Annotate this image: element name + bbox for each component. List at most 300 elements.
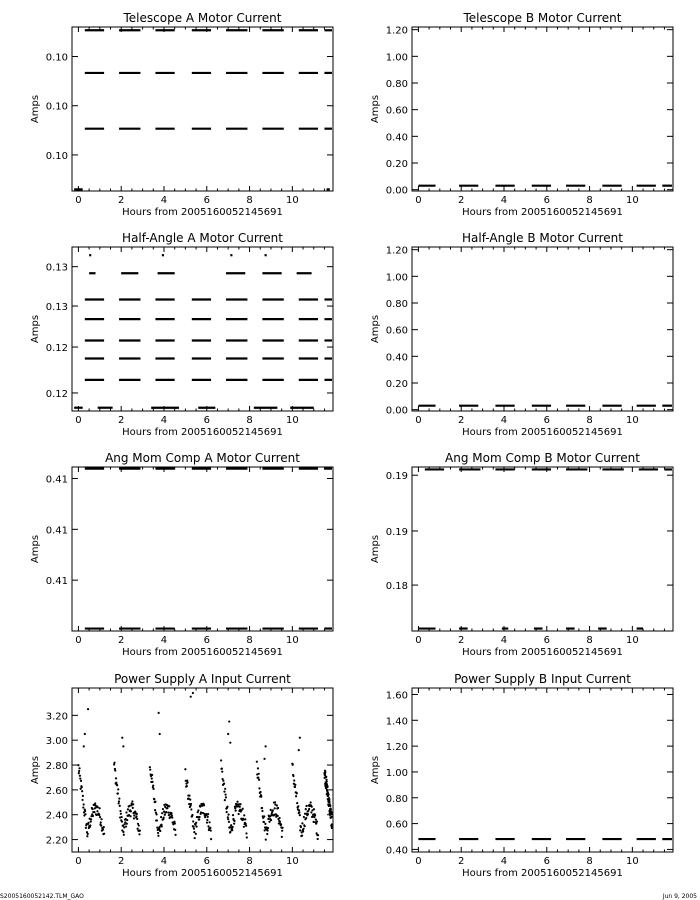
x-axis-label: Hours from 2005160052145691 bbox=[122, 868, 283, 879]
y-tick-label: 0.10 bbox=[45, 52, 68, 64]
data-point bbox=[317, 834, 319, 836]
data-point bbox=[235, 810, 237, 812]
data-point bbox=[293, 779, 295, 781]
y-axis-label: Amps bbox=[30, 755, 41, 785]
data-point bbox=[195, 833, 197, 835]
x-tick-label: 0 bbox=[415, 856, 422, 867]
data-point bbox=[186, 779, 188, 781]
x-tick-label: 4 bbox=[500, 415, 508, 426]
plot-frame bbox=[412, 247, 673, 411]
data-point-outlier bbox=[263, 758, 265, 760]
data-point bbox=[137, 828, 139, 830]
y-tick-label: 0.60 bbox=[385, 325, 408, 337]
data-point bbox=[220, 759, 222, 761]
data-point bbox=[115, 777, 117, 779]
x-tick-label: 6 bbox=[203, 856, 210, 867]
plot-frame bbox=[72, 27, 333, 191]
x-tick-label: 2 bbox=[118, 635, 125, 646]
data-point-outlier bbox=[265, 745, 267, 747]
data-point bbox=[313, 808, 315, 810]
x-tick-label: 4 bbox=[160, 195, 168, 206]
y-tick-label: 1.40 bbox=[385, 716, 408, 728]
data-point-outlier bbox=[227, 733, 229, 735]
x-tick-label: 8 bbox=[246, 856, 253, 867]
data-point bbox=[232, 814, 234, 816]
x-tick-label: 2 bbox=[458, 856, 465, 867]
y-tick-label: 2.40 bbox=[45, 810, 68, 822]
data-point bbox=[154, 801, 156, 803]
data-point bbox=[244, 818, 246, 820]
data-point bbox=[83, 803, 85, 805]
data-point bbox=[167, 812, 169, 814]
y-axis-label: Amps bbox=[30, 534, 41, 564]
data-point bbox=[151, 777, 153, 779]
footer-filename: S2005160052142.TLM_GAO bbox=[0, 893, 84, 900]
data-point-outlier bbox=[87, 708, 89, 710]
data-point bbox=[307, 813, 309, 815]
y-axis-label: Amps bbox=[370, 534, 381, 564]
data-point bbox=[210, 838, 212, 840]
chart-title: Telescope B Motor Current bbox=[463, 11, 622, 25]
data-point bbox=[132, 803, 134, 805]
data-point bbox=[277, 815, 279, 817]
data-point bbox=[234, 807, 236, 809]
data-point bbox=[160, 816, 162, 818]
data-point bbox=[139, 830, 141, 832]
x-tick-label: 8 bbox=[586, 415, 593, 426]
data-point bbox=[228, 821, 230, 823]
data-point bbox=[258, 787, 260, 789]
y-axis-label: Amps bbox=[370, 755, 381, 785]
data-point bbox=[257, 767, 259, 769]
data-point bbox=[117, 788, 119, 790]
data-point-outlier bbox=[158, 712, 160, 714]
x-tick-label: 2 bbox=[458, 635, 465, 646]
data-point bbox=[302, 830, 304, 832]
data-point bbox=[246, 836, 248, 838]
data-point bbox=[92, 815, 94, 817]
data-point-outlier bbox=[159, 733, 161, 735]
data-point bbox=[226, 811, 228, 813]
data-point bbox=[78, 767, 80, 769]
data-point bbox=[207, 816, 209, 818]
data-point bbox=[274, 807, 276, 809]
x-tick-label: 8 bbox=[586, 195, 593, 206]
chart-title: Half-Angle A Motor Current bbox=[122, 231, 283, 245]
data-point bbox=[263, 821, 265, 823]
y-axis-label: Amps bbox=[370, 314, 381, 344]
x-tick-label: 6 bbox=[543, 635, 550, 646]
data-point bbox=[245, 832, 247, 834]
x-tick-label: 2 bbox=[118, 195, 125, 206]
data-point bbox=[331, 823, 333, 825]
data-point bbox=[242, 808, 244, 810]
y-tick-label: 0.18 bbox=[385, 581, 408, 593]
data-point bbox=[85, 827, 87, 829]
data-point bbox=[279, 821, 281, 823]
x-tick-label: 8 bbox=[586, 635, 593, 646]
y-tick-label: 0.10 bbox=[45, 150, 68, 162]
x-tick-label: 2 bbox=[118, 415, 125, 426]
data-point bbox=[170, 812, 172, 814]
data-point bbox=[266, 833, 268, 835]
y-tick-label: 0.12 bbox=[45, 388, 68, 400]
data-point bbox=[171, 816, 173, 818]
data-point bbox=[209, 821, 211, 823]
data-point bbox=[161, 812, 163, 814]
data-point bbox=[267, 827, 269, 829]
y-tick-label: 0.40 bbox=[385, 132, 408, 144]
data-point bbox=[87, 833, 89, 835]
data-point bbox=[81, 786, 83, 788]
data-point bbox=[81, 799, 83, 801]
y-tick-label: 1.20 bbox=[385, 742, 408, 754]
data-point bbox=[171, 814, 173, 816]
x-tick-label: 6 bbox=[543, 856, 550, 867]
data-point bbox=[274, 801, 276, 803]
y-tick-label: 1.00 bbox=[385, 767, 408, 779]
data-point bbox=[165, 811, 167, 813]
data-point bbox=[149, 766, 151, 768]
data-point bbox=[328, 799, 330, 801]
data-point bbox=[115, 782, 117, 784]
data-point bbox=[272, 809, 274, 811]
chart-title: Telescope A Motor Current bbox=[123, 11, 282, 25]
data-point bbox=[118, 797, 120, 799]
panel-ha-a bbox=[30, 231, 333, 438]
data-point bbox=[127, 808, 129, 810]
data-point bbox=[157, 835, 159, 837]
data-point bbox=[263, 815, 265, 817]
data-point bbox=[130, 810, 132, 812]
y-tick-label: 0.20 bbox=[385, 159, 408, 170]
data-point bbox=[326, 785, 328, 787]
data-point bbox=[232, 826, 234, 828]
data-point bbox=[304, 825, 306, 827]
data-point bbox=[227, 818, 229, 820]
data-point bbox=[311, 806, 313, 808]
y-tick-label: 0.41 bbox=[45, 474, 68, 486]
data-point bbox=[82, 795, 84, 797]
data-point bbox=[114, 769, 116, 771]
x-tick-label: 6 bbox=[543, 195, 550, 206]
data-point bbox=[126, 819, 128, 821]
x-tick-label: 10 bbox=[285, 856, 299, 867]
data-point bbox=[96, 810, 98, 812]
plot-frame bbox=[72, 688, 333, 852]
data-point bbox=[155, 813, 157, 815]
x-tick-label: 0 bbox=[415, 415, 422, 426]
data-point bbox=[239, 806, 241, 808]
data-point bbox=[281, 830, 283, 832]
data-point bbox=[163, 817, 165, 819]
data-point bbox=[77, 764, 79, 766]
data-point bbox=[297, 805, 299, 807]
data-point bbox=[294, 786, 296, 788]
data-point bbox=[329, 805, 331, 807]
data-point bbox=[221, 771, 223, 773]
y-tick-label: 1.60 bbox=[385, 690, 408, 702]
y-tick-label: 0.60 bbox=[385, 819, 408, 831]
data-point bbox=[310, 801, 312, 803]
y-tick-label: 2.20 bbox=[45, 835, 68, 847]
panel-amc-b bbox=[370, 451, 673, 658]
data-point bbox=[227, 816, 229, 818]
data-point-outlier bbox=[121, 737, 123, 739]
data-point bbox=[91, 808, 93, 810]
x-axis-label: Hours from 2005160052145691 bbox=[122, 427, 283, 438]
data-point bbox=[233, 823, 235, 825]
x-tick-label: 10 bbox=[625, 415, 639, 426]
data-point bbox=[136, 813, 138, 815]
y-tick-label: 0.13 bbox=[45, 262, 68, 274]
y-tick-label: 2.80 bbox=[45, 761, 68, 773]
y-tick-label: 0.10 bbox=[45, 101, 68, 113]
x-tick-label: 4 bbox=[500, 635, 508, 646]
data-point bbox=[154, 809, 156, 811]
data-point bbox=[299, 814, 301, 816]
y-tick-label: 1.20 bbox=[385, 245, 408, 257]
data-point bbox=[117, 792, 119, 794]
data-point bbox=[200, 811, 202, 813]
plot-frame bbox=[412, 467, 673, 631]
data-point bbox=[326, 780, 328, 782]
data-point bbox=[278, 817, 280, 819]
y-tick-label: 0.40 bbox=[385, 845, 408, 857]
data-point bbox=[100, 818, 102, 820]
data-point bbox=[298, 811, 300, 813]
chart-title: Ang Mom Comp A Motor Current bbox=[105, 451, 300, 465]
data-point bbox=[162, 808, 164, 810]
data-point-outlier bbox=[229, 742, 231, 744]
data-point bbox=[99, 816, 101, 818]
data-point bbox=[239, 803, 241, 805]
data-point bbox=[256, 761, 258, 763]
data-point bbox=[138, 824, 140, 826]
data-point bbox=[243, 826, 245, 828]
x-tick-label: 8 bbox=[586, 856, 593, 867]
data-point bbox=[296, 802, 298, 804]
data-point bbox=[194, 824, 196, 826]
data-point bbox=[206, 821, 208, 823]
data-point bbox=[305, 808, 307, 810]
data-point bbox=[206, 819, 208, 821]
x-tick-label: 6 bbox=[203, 415, 210, 426]
x-tick-label: 10 bbox=[285, 415, 299, 426]
data-point-outlier bbox=[299, 737, 301, 739]
data-point bbox=[157, 832, 159, 834]
chart-title: Half-Angle B Motor Current bbox=[462, 231, 623, 245]
data-point bbox=[313, 821, 315, 823]
data-point bbox=[151, 774, 153, 776]
data-point bbox=[197, 809, 199, 811]
data-point bbox=[330, 808, 332, 810]
plot-frame bbox=[72, 247, 333, 411]
data-point bbox=[190, 803, 192, 805]
data-point bbox=[277, 807, 279, 809]
y-tick-label: 0.00 bbox=[385, 185, 408, 197]
data-point bbox=[267, 829, 269, 831]
data-point bbox=[151, 781, 153, 783]
data-point bbox=[292, 764, 294, 766]
x-tick-label: 2 bbox=[458, 415, 465, 426]
data-point bbox=[227, 813, 229, 815]
y-tick-label: 0.60 bbox=[385, 105, 408, 117]
data-point-outlier bbox=[298, 749, 300, 751]
plot-frame bbox=[72, 467, 333, 631]
data-point bbox=[79, 775, 81, 777]
data-point bbox=[90, 818, 92, 820]
data-point bbox=[193, 828, 195, 830]
y-tick-label: 0.41 bbox=[45, 576, 68, 588]
data-point bbox=[133, 817, 135, 819]
data-point bbox=[152, 785, 154, 787]
x-tick-label: 2 bbox=[458, 195, 465, 206]
data-point bbox=[229, 831, 231, 833]
data-point bbox=[303, 816, 305, 818]
y-tick-label: 1.00 bbox=[385, 52, 408, 64]
data-point bbox=[189, 799, 191, 801]
chart-title: Power Supply B Input Current bbox=[454, 672, 631, 686]
data-point bbox=[324, 771, 326, 773]
data-point bbox=[80, 780, 82, 782]
x-tick-label: 4 bbox=[160, 856, 168, 867]
data-point bbox=[161, 825, 163, 827]
data-point bbox=[195, 822, 197, 824]
y-tick-label: 0.80 bbox=[385, 793, 408, 805]
data-point bbox=[223, 791, 225, 793]
x-tick-label: 0 bbox=[75, 856, 82, 867]
data-point bbox=[310, 811, 312, 813]
x-tick-label: 6 bbox=[543, 415, 550, 426]
data-point bbox=[82, 806, 84, 808]
data-point-outlier bbox=[83, 745, 85, 747]
y-tick-label: 2.60 bbox=[45, 785, 68, 797]
y-tick-label: 0.00 bbox=[385, 405, 408, 417]
data-point bbox=[100, 825, 102, 827]
data-point bbox=[315, 823, 317, 825]
data-point bbox=[174, 822, 176, 824]
y-tick-label: 1.20 bbox=[385, 25, 408, 37]
data-point bbox=[186, 785, 188, 787]
data-point bbox=[119, 810, 121, 812]
data-point bbox=[156, 819, 158, 821]
x-tick-label: 4 bbox=[500, 856, 508, 867]
x-tick-label: 4 bbox=[160, 635, 168, 646]
data-point bbox=[100, 821, 102, 823]
x-tick-label: 8 bbox=[246, 635, 253, 646]
data-point bbox=[79, 777, 81, 779]
data-point bbox=[317, 838, 319, 840]
data-point bbox=[298, 809, 300, 811]
plot-frame bbox=[412, 688, 673, 852]
panel-tel-b bbox=[370, 11, 673, 218]
data-point bbox=[116, 784, 118, 786]
y-tick-label: 0.19 bbox=[385, 526, 408, 538]
x-axis-label: Hours from 2005160052145691 bbox=[462, 868, 623, 879]
data-point bbox=[294, 784, 296, 786]
chart-title: Ang Mom Comp B Motor Current bbox=[445, 451, 640, 465]
y-tick-label: 3.20 bbox=[45, 711, 68, 723]
data-point bbox=[305, 805, 307, 807]
data-point bbox=[103, 833, 105, 835]
y-tick-label: 0.13 bbox=[45, 302, 68, 314]
data-point bbox=[133, 814, 135, 816]
data-point bbox=[224, 799, 226, 801]
data-point bbox=[99, 807, 101, 809]
x-tick-label: 8 bbox=[246, 415, 253, 426]
x-tick-label: 0 bbox=[415, 635, 422, 646]
data-point bbox=[84, 810, 86, 812]
data-point bbox=[233, 820, 235, 822]
data-point bbox=[198, 818, 200, 820]
data-point bbox=[231, 829, 233, 831]
data-point bbox=[159, 830, 161, 832]
x-tick-label: 8 bbox=[246, 195, 253, 206]
x-axis-label: Hours from 2005160052145691 bbox=[462, 427, 623, 438]
panel-ha-b bbox=[370, 231, 673, 438]
data-point bbox=[281, 827, 283, 829]
panel-amc-a bbox=[30, 451, 333, 658]
data-point bbox=[258, 773, 260, 775]
data-point bbox=[132, 807, 134, 809]
data-point bbox=[243, 814, 245, 816]
data-point bbox=[126, 823, 128, 825]
data-point-outlier bbox=[84, 733, 86, 735]
data-point bbox=[261, 807, 263, 809]
data-point bbox=[327, 793, 329, 795]
x-tick-label: 6 bbox=[203, 635, 210, 646]
data-point bbox=[270, 819, 272, 821]
data-point bbox=[102, 828, 104, 830]
data-point bbox=[331, 816, 333, 818]
x-tick-label: 0 bbox=[75, 635, 82, 646]
data-point bbox=[119, 805, 121, 807]
data-point bbox=[302, 828, 304, 830]
data-point bbox=[87, 822, 89, 824]
data-point bbox=[125, 811, 127, 813]
data-point bbox=[301, 822, 303, 824]
data-point bbox=[89, 824, 91, 826]
data-point bbox=[121, 816, 123, 818]
data-point bbox=[315, 819, 317, 821]
data-point-outlier bbox=[192, 692, 194, 694]
data-point bbox=[153, 788, 155, 790]
y-tick-label: 3.00 bbox=[45, 736, 68, 748]
data-point bbox=[122, 831, 124, 833]
data-point bbox=[265, 838, 267, 840]
data-point bbox=[314, 814, 316, 816]
data-point bbox=[93, 811, 95, 813]
data-point bbox=[276, 804, 278, 806]
data-point bbox=[184, 768, 186, 770]
data-point bbox=[113, 762, 115, 764]
data-point bbox=[281, 836, 283, 838]
x-tick-label: 4 bbox=[500, 195, 508, 206]
data-point bbox=[295, 795, 297, 797]
data-point bbox=[203, 804, 205, 806]
data-point bbox=[207, 813, 209, 815]
data-point bbox=[245, 825, 247, 827]
data-point bbox=[300, 826, 302, 828]
data-point bbox=[123, 834, 125, 836]
data-point bbox=[210, 829, 212, 831]
x-tick-label: 10 bbox=[625, 856, 639, 867]
data-point bbox=[194, 837, 196, 839]
data-point bbox=[164, 814, 166, 816]
data-point bbox=[153, 798, 155, 800]
panel-ps-a bbox=[30, 672, 333, 879]
